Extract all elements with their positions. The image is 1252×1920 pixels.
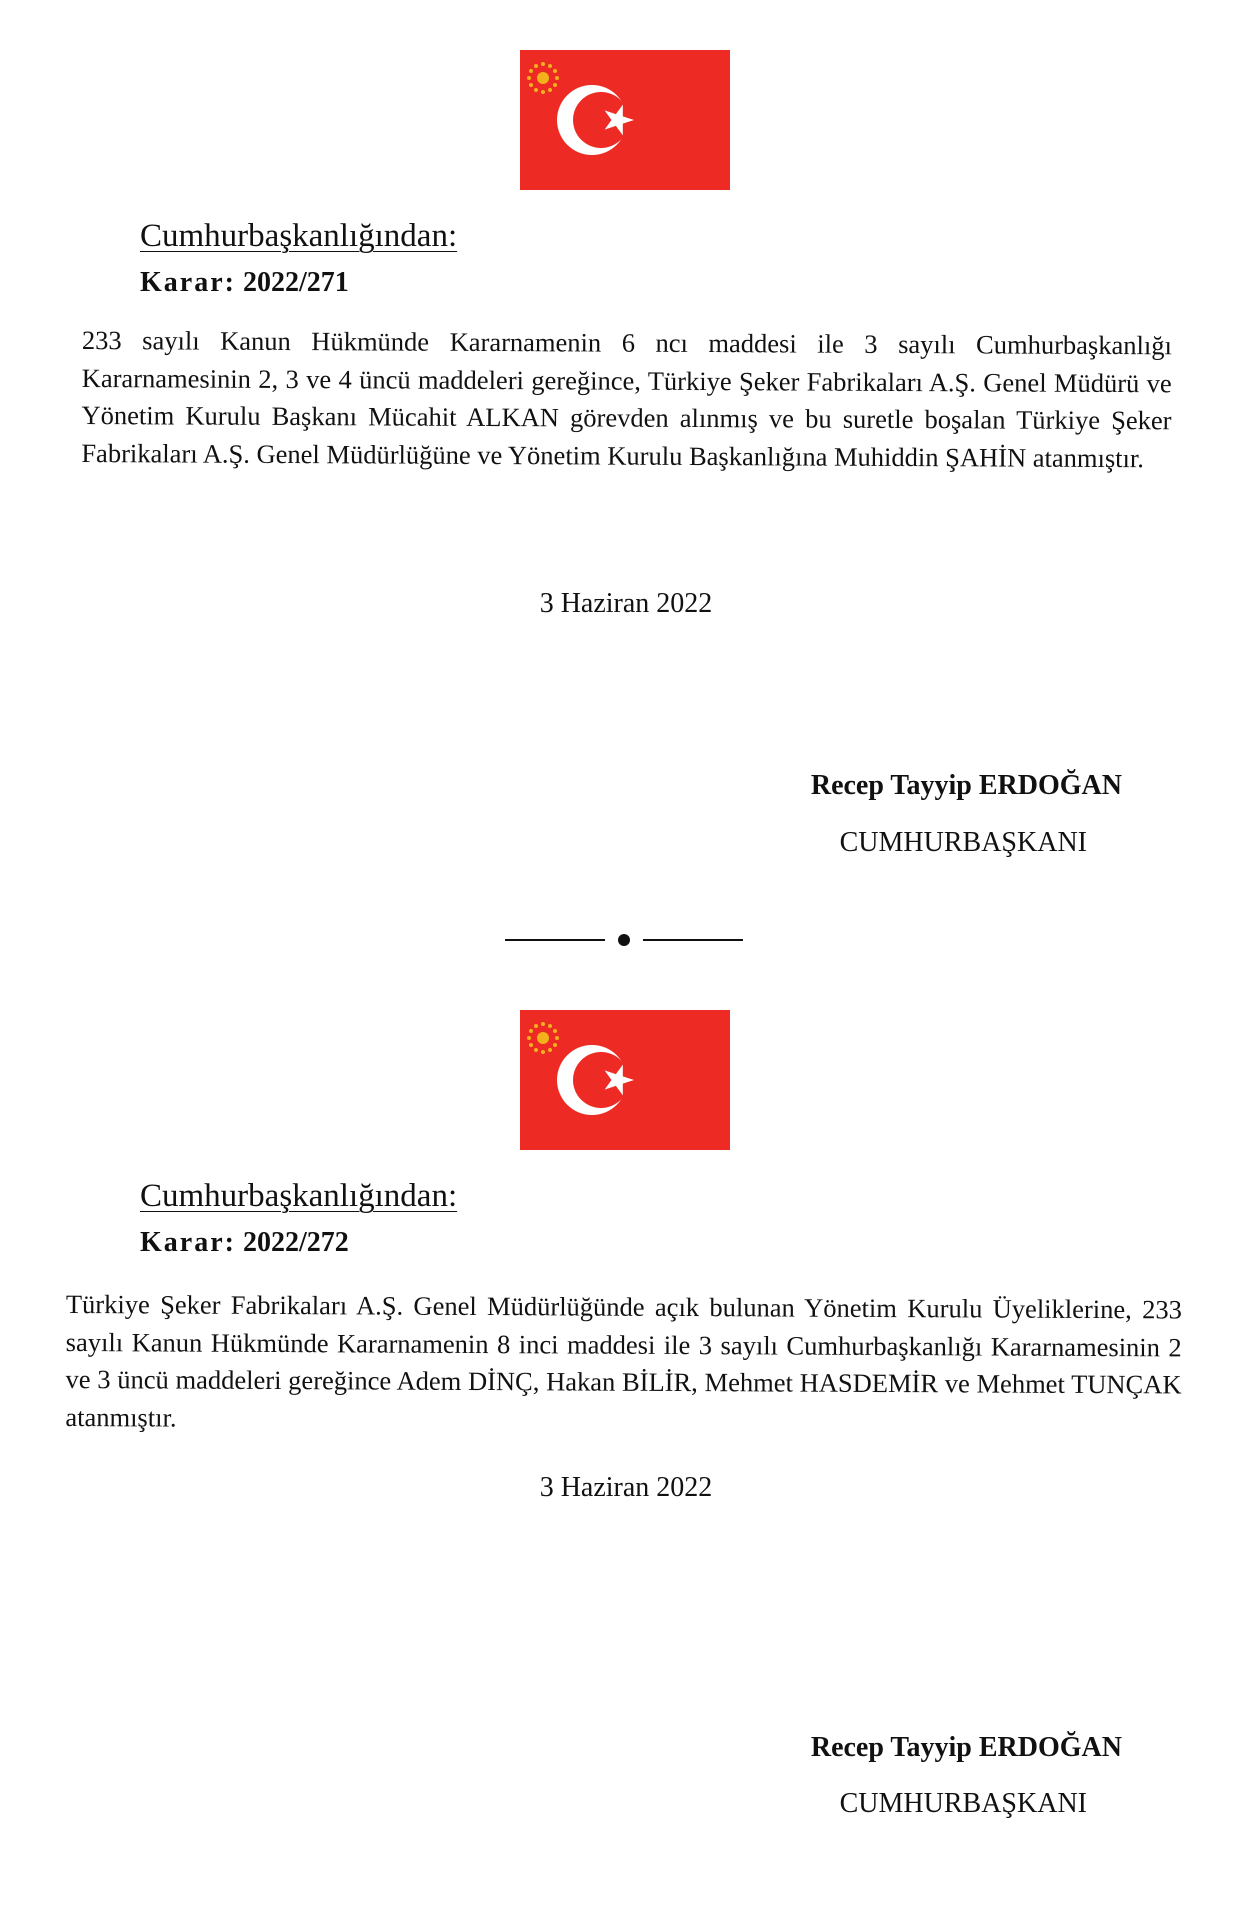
decision-body: 233 sayılı Kanun Hükmünde Kararnamenin 6 ncı maddesi ile 3 sayılı Cumhurbaşkanlığı Kararnamesinin 2, 3 ve 4 üncü maddeleri gereğince, Türkiye Şeker Fabrikaları A.Ş. Genel Müdürü ve Yönetim Kurulu Başkanı Mücahit ALKAN görevden alınmış ve bu suretle boşalan Türkiye Şeker Fabrikaları A.Ş. Genel Müdürlüğüne ve Yönetim Kurulu Başkanlığına Muhiddin ŞAHİN atanmıştır. (81, 324, 1172, 473)
decision-label: Karar: (140, 267, 236, 298)
issuer-heading: Cumhurbaşkanlığından: (140, 218, 458, 254)
signatory-name: Recep Tayyip ERDOĞAN (810, 1732, 1122, 1763)
presidential-flag-icon (520, 50, 730, 190)
signatory-title: CUMHURBAŞKANI (839, 827, 1087, 858)
decision-number: 2022/272 (242, 1227, 349, 1258)
decision-number: 2022/271 (242, 267, 349, 298)
decision-date: 3 Haziran 2022 (539, 588, 713, 619)
decision-date: 3 Haziran 2022 (539, 1472, 713, 1503)
decision-label: Karar: (140, 1227, 236, 1258)
signatory-title: CUMHURBAŞKANI (839, 1788, 1087, 1819)
issuer-heading: Cumhurbaşkanlığından: (140, 1178, 458, 1214)
decision-number-line (140, 267, 349, 299)
divider-left-line (505, 939, 605, 941)
decision-body: Türkiye Şeker Fabrikaları A.Ş. Genel Müdürlüğünde açık bulunan Yönetim Kurulu Üyeliklerine, 233 sayılı Kanun Hükmünde Kararnamenin 8 inci maddesi ile 3 sayılı Cumhurbaşkanlığı Kararnamesinin 2 ve 3 üncü maddeleri gereğince Adem DİNÇ, Hakan BİLİR, Mehmet HASDEMİR ve Mehmet TUNÇAK atanmıştır. (65, 1289, 1182, 1433)
divider-dot (618, 934, 630, 946)
presidential-flag-icon (520, 1010, 730, 1150)
signatory-name: Recep Tayyip ERDOĞAN (810, 770, 1122, 801)
divider-right-line (643, 939, 743, 941)
divider-dot-icon (505, 930, 745, 950)
decision-number-line (140, 1227, 349, 1259)
flag-svg (520, 1010, 730, 1150)
flag-svg (520, 50, 730, 190)
